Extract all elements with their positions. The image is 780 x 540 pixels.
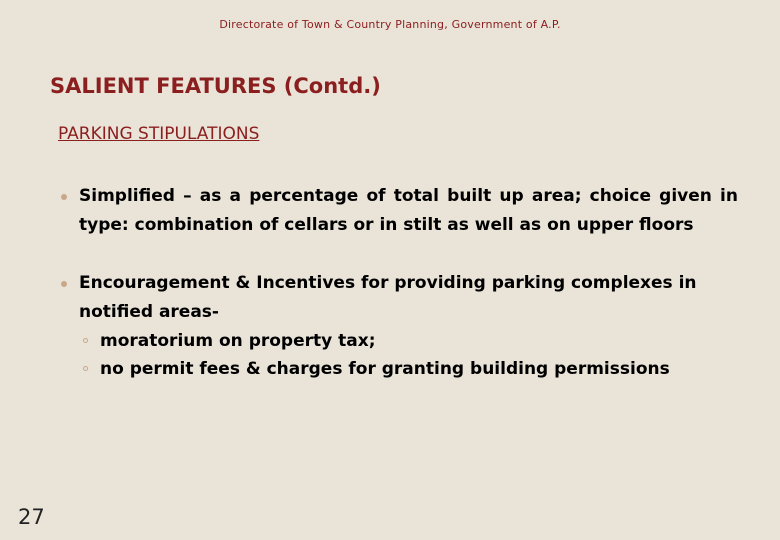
bullet-list: [58, 182, 738, 412]
sub-bullet-ring-icon: [83, 366, 88, 371]
bullet-item: [58, 269, 738, 383]
page-number: 27: [18, 505, 45, 529]
sub-bullet-text: no permit fees & charges for granting building permissions: [100, 359, 670, 379]
bullet-item: [58, 182, 738, 240]
section-heading: PARKING STIPULATIONS: [58, 124, 260, 144]
bullet-text: Simplified – as a percentage of total built up area; choice given in type: combination of cellars or in stilt as well as on upper floors: [79, 186, 738, 235]
bullet-dot-icon: [61, 281, 67, 287]
sub-bullet-text: moratorium on property tax;: [100, 331, 376, 351]
sub-bullet-list: [79, 327, 738, 383]
sub-bullet-item: [79, 355, 738, 383]
slide-header: Directorate of Town & Country Planning, Government of A.P.: [219, 18, 561, 31]
sub-bullet-ring-icon: [83, 338, 88, 343]
sub-bullet-item: [79, 327, 738, 355]
slide-title: SALIENT FEATURES (Contd.): [50, 74, 381, 98]
bullet-text: Encouragement & Incentives for providing parking complexes in notified areas-: [79, 273, 697, 322]
bullet-dot-icon: [61, 194, 67, 200]
